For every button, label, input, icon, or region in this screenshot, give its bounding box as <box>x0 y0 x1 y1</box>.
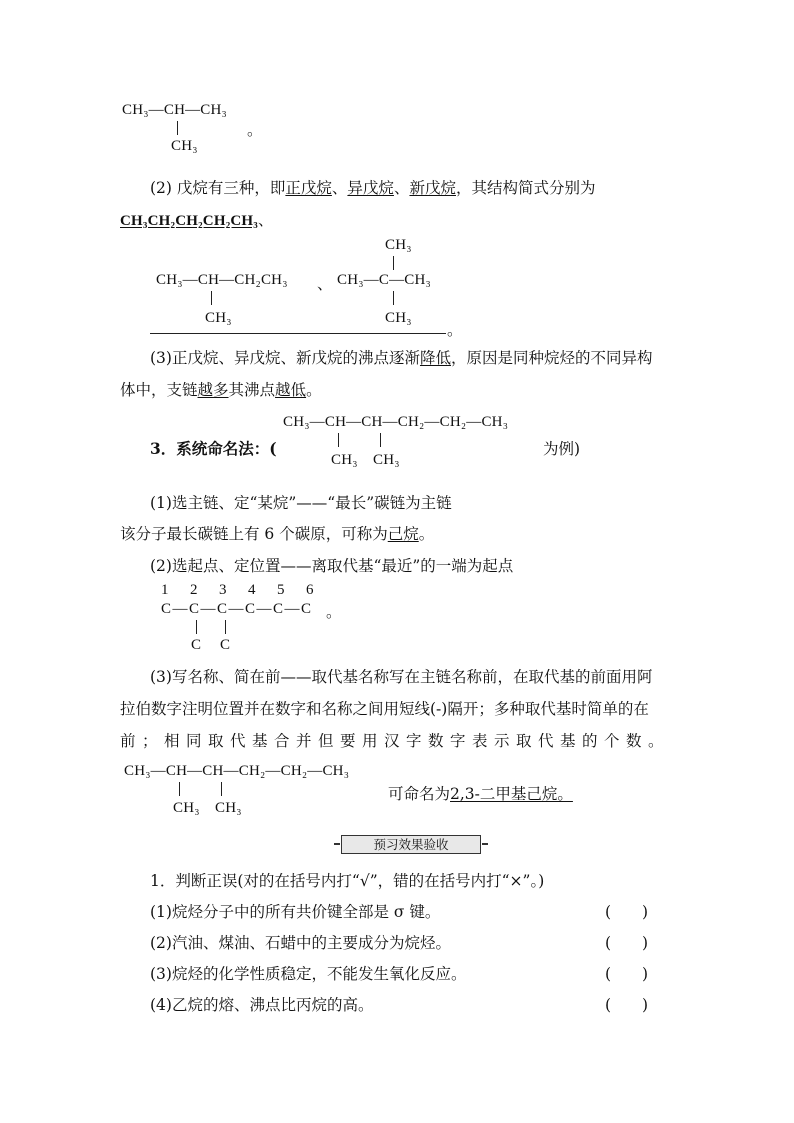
boiling-line-2 <box>120 378 322 400</box>
neopentane-top-branch: CH₃ <box>385 237 412 253</box>
chain-bond-2 <box>225 620 226 634</box>
neopentane-main-chain: CH₃—C—CH₃ <box>337 272 431 288</box>
final-branch-2: CH₃ <box>215 800 242 816</box>
answer-bracket[interactable]: ( ) <box>605 903 649 921</box>
answer-bracket[interactable]: ( ) <box>605 996 649 1014</box>
formula-sep: 、 <box>258 213 274 229</box>
isobutane-period: 。 <box>247 121 263 139</box>
review-question: 1．判断正误(对的在括号内打“√”，错的在括号内打“×”。) <box>150 872 545 890</box>
carbon-number: 5 <box>277 582 285 598</box>
carbon-number: 3 <box>219 582 227 598</box>
answer-underline <box>150 333 446 334</box>
example-main-chain: CH₃—CH—CH—CH₂—CH₂—CH₃ <box>283 414 509 430</box>
carbon-number: 4 <box>248 582 256 598</box>
neopentane-bottom-bond <box>393 291 394 305</box>
final-branch-1: CH₃ <box>173 800 200 816</box>
chain-bond-1 <box>196 620 197 634</box>
boiling-text: ，原因是同种烷烃的不同异构 <box>450 349 653 367</box>
pentane-intro <box>150 176 595 198</box>
chain-branch-1: C <box>191 637 202 653</box>
isobutane-main-chain: CH₃—CH—CH₃ <box>122 102 227 118</box>
example-bond-2 <box>380 433 381 447</box>
isobutane-bond <box>177 121 178 135</box>
pentane-intro-suffix: ，其结构简式分别为 <box>455 179 596 197</box>
step-3-line-3: 前；相同取代基合并但要用汉字数字表示取代基的个数。 <box>120 732 671 750</box>
pentane-intro-prefix: (2) 戊烷有三种，即 <box>150 179 286 197</box>
final-main-chain: CH₃—CH—CH—CH₂—CH₂—CH₃ <box>124 763 350 779</box>
true-false-item: (2)汽油、煤油、石蜡中的主要成分为烷烃。 <box>150 934 451 952</box>
carbon-chain: C—C—C—C—C—C <box>161 601 313 617</box>
isopentane-branch: CH₃ <box>205 310 232 326</box>
true-false-item: (3)烷烃的化学性质稳定，不能发生氧化反应。 <box>150 965 467 983</box>
step-1: (1)选主链、定“某烷”——“最长”碳链为主链 <box>150 494 452 512</box>
carbon-number: 2 <box>190 582 198 598</box>
naming-heading <box>150 437 277 459</box>
final-name-answer: 2,3-二甲基己烷。 <box>450 785 573 803</box>
final-bond-1 <box>179 782 180 796</box>
boiling-answer-more: 越多 <box>197 381 229 399</box>
step-1-detail-end: 。 <box>418 525 435 543</box>
boiling-answer-lower-2: 越低 <box>275 381 307 399</box>
isopentane-main-chain: CH₃—CH—CH₂CH₃ <box>156 272 288 288</box>
boiling-text: 其沸点 <box>228 381 276 399</box>
true-false-item: (1)烷烃分子中的所有共价键全部是 σ 键。 <box>150 903 441 921</box>
isopentane-bond <box>211 291 212 305</box>
naming-heading-suffix: 为例) <box>543 440 581 458</box>
carbon-number: 1 <box>161 582 169 598</box>
final-name-line <box>388 782 573 804</box>
example-branch-1: CH₃ <box>331 452 358 468</box>
section-badge: 预习效果验收 <box>341 835 481 854</box>
final-bond-2 <box>221 782 222 796</box>
step-1-detail-text: 该分子最长碳链上有 6 个碳原，可称为 <box>120 525 388 543</box>
boiling-line-1 <box>150 346 653 368</box>
final-name-prefix: 可命名为 <box>388 785 451 803</box>
boiling-text: 体中，支链 <box>120 381 198 399</box>
neopentane-term: 新戊烷 <box>409 179 456 197</box>
true-false-item: (4)乙烷的熔、沸点比丙烷的高。 <box>150 996 374 1014</box>
answer-bracket[interactable]: ( ) <box>605 934 649 952</box>
example-bond-1 <box>338 433 339 447</box>
isomer-separator: 、 <box>317 275 333 293</box>
boiling-text: (3)正戊烷、异戊烷、新戊烷的沸点逐渐 <box>150 349 420 367</box>
n-pentane-formula: CH₃CH₂CH₂CH₂CH₃ <box>120 213 258 229</box>
naming-heading-text: 3．系统命名法：( <box>150 439 277 458</box>
neopentane-bottom-branch: CH₃ <box>385 310 412 326</box>
step-3-line-1: (3)写名称、简在前——取代基名称写在主链名称前，在取代基的前面用阿 <box>150 668 653 686</box>
step-3-line-2: 拉伯数字注明位置并在数字和名称之间用短线(-)隔开；多种取代基时简单的在 <box>120 700 649 718</box>
chain-period: 。 <box>326 603 342 621</box>
isopentane-term: 异戊烷 <box>347 179 394 197</box>
pentane-sep: 、 <box>331 179 348 197</box>
boiling-answer-lower: 降低 <box>419 349 451 367</box>
carbon-number: 6 <box>306 582 314 598</box>
pentane-period: 。 <box>447 321 463 339</box>
chain-branch-2: C <box>220 637 231 653</box>
neopentane-top-bond <box>393 256 394 270</box>
answer-bracket[interactable]: ( ) <box>605 965 649 983</box>
hexane-answer: 己烷 <box>387 525 419 543</box>
isobutane-branch: CH₃ <box>171 138 198 154</box>
step-1-detail <box>120 522 434 544</box>
pentane-sep: 、 <box>393 179 410 197</box>
example-branch-2: CH₃ <box>373 452 400 468</box>
n-pentane-term: 正戊烷 <box>285 179 332 197</box>
n-pentane-formula-line <box>120 209 273 230</box>
step-2: (2)选起点、定位置——离取代基“最近”的一端为起点 <box>150 557 514 575</box>
boiling-text: 。 <box>306 381 322 399</box>
